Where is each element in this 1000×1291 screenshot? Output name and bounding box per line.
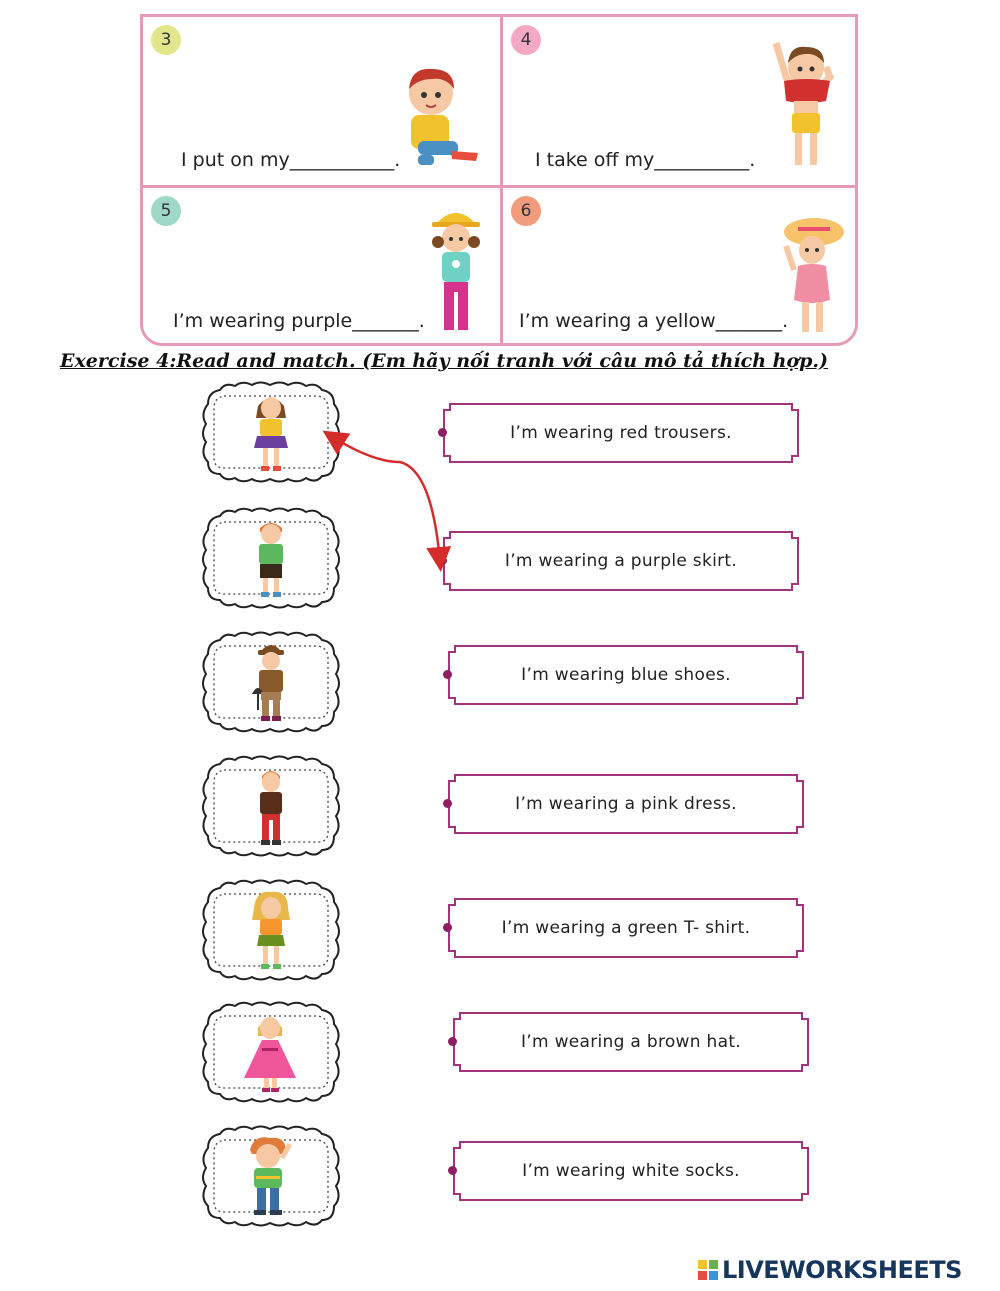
- sentence-text: I’m wearing a pink dress.: [515, 794, 737, 814]
- picture-frame-7[interactable]: [200, 1124, 342, 1228]
- sentence-box-5[interactable]: [447, 897, 805, 959]
- cell-sentence: I put on my___________.: [181, 149, 401, 171]
- number-badge: 3: [151, 25, 181, 55]
- girl-orange-shirt-icon: [246, 890, 296, 972]
- cell-sentence: I’m wearing a yellow_______.: [519, 310, 789, 332]
- sentence-text: I’m wearing a brown hat.: [520, 1032, 741, 1052]
- boy-putting-on-shoes-icon: [396, 61, 486, 171]
- boy-green-tshirt-icon: [240, 1136, 296, 1220]
- brand-name: LIVEWORKSHEETS: [722, 1256, 962, 1284]
- girl-purple-skirt-icon: [246, 392, 296, 474]
- girl-pink-dress-icon: [240, 1012, 300, 1094]
- girl-yellow-hat-icon: [426, 202, 486, 342]
- picture-frame-6[interactable]: [200, 1000, 342, 1104]
- sentence-box-7[interactable]: [452, 1140, 810, 1202]
- boy-green-shirt-icon: [246, 518, 296, 600]
- boy-taking-off-shirt-icon: [766, 37, 846, 172]
- liveworksheets-logo: [698, 1254, 962, 1286]
- sentence-text: I’m wearing a purple skirt.: [504, 551, 738, 571]
- exercise-4-heading: Exercise 4:Read and match. (Em hãy nối tranh với câu mô tả thích hợp.): [60, 350, 829, 372]
- sentence-box-2[interactable]: [442, 530, 800, 592]
- sentence-box-1[interactable]: [442, 402, 800, 464]
- picture-frame-1[interactable]: [200, 380, 342, 484]
- number-badge: 6: [511, 196, 541, 226]
- exercise-cell-5: [143, 188, 500, 346]
- top-exercise-grid: [140, 14, 858, 346]
- boy-brown-hat-icon: [246, 642, 296, 724]
- girl-sun-hat-icon: [774, 210, 846, 340]
- cell-sentence: I’m wearing purple_______.: [173, 310, 425, 332]
- sentence-text: I’m wearing a green T- shirt.: [501, 918, 751, 938]
- picture-frame-5[interactable]: [200, 878, 342, 982]
- exercise-cell-4: [503, 17, 860, 185]
- number-badge: 5: [151, 196, 181, 226]
- picture-frame-2[interactable]: [200, 506, 342, 610]
- exercise-cell-3: [143, 17, 500, 185]
- sentence-text: I’m wearing red trousers.: [510, 423, 732, 443]
- sentence-text: I’m wearing blue shoes.: [521, 665, 731, 685]
- boy-red-trousers-icon: [246, 766, 296, 848]
- sentence-text: I’m wearing white socks.: [522, 1161, 740, 1181]
- number-badge: 4: [511, 25, 541, 55]
- exercise-cell-6: [503, 188, 860, 346]
- sentence-box-3[interactable]: [447, 644, 805, 706]
- logo-blocks-icon: [698, 1260, 718, 1280]
- picture-frame-3[interactable]: [200, 630, 342, 734]
- sentence-box-4[interactable]: [447, 773, 805, 835]
- sentence-box-6[interactable]: [452, 1011, 810, 1073]
- picture-frame-4[interactable]: [200, 754, 342, 858]
- cell-sentence: I take off my__________.: [535, 149, 756, 171]
